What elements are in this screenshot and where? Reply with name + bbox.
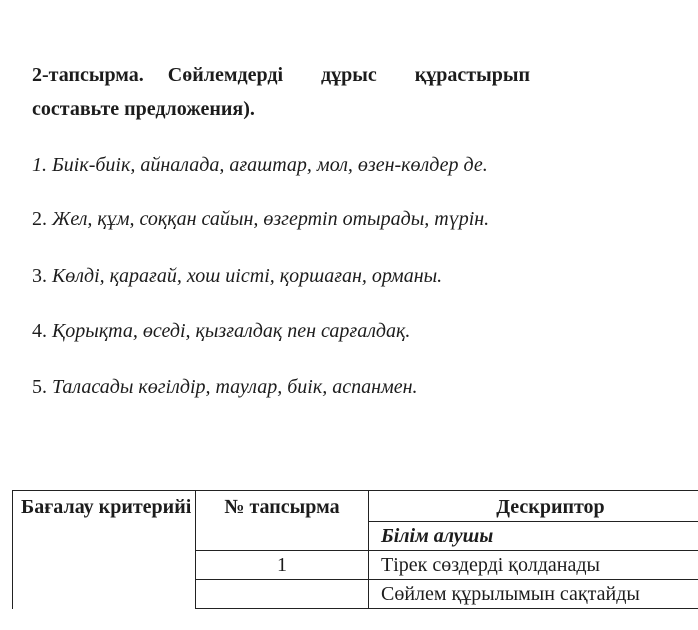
sentence-2 [32,206,489,232]
header-descriptor: Дескриптор [369,491,698,522]
task-number: 2-тапсырма [32,64,139,86]
sentence-text: Биік-биік, айналада, ағаштар, мол, өзен-көлдер де. [52,154,488,176]
sentence-text: Жел, құм, соққан сайын, өзгертіп отырады, түрін. [52,208,490,230]
task-heading-line-1 [32,58,692,92]
descriptor-cell: Тірек сөздерді қолданады [369,551,698,580]
task-word-3: құрастырып [414,64,530,86]
subheader-descriptor: Білім алушы [369,522,698,551]
descriptor-cell: Сөйлем құрылымын сақтайды [369,580,698,609]
sentence-number: 2. [32,208,47,230]
table-header-row [13,491,698,522]
sentence-number: 5. [32,376,47,398]
table-row [13,580,698,609]
table-row [13,551,698,580]
sentence-text: Қорықта, өседі, қызғалдақ пен сарғалдақ. [52,320,411,342]
task-dot: . [138,64,144,86]
task-number-cell [196,580,369,609]
sentence-text: Таласады көгілдір, таулар, биік, аспанмен. [52,376,418,398]
task-word-1: Сөйлемдерді [167,64,284,86]
task-heading-line-2: составьте предложения). [32,98,255,120]
assessment-table [12,490,698,609]
sentence-number: 4. [32,320,47,342]
sentence-number: 1. [32,154,47,176]
sentence-5 [32,374,418,400]
header-task-number: № тапсырма [196,491,369,551]
task-number-cell: 1 [196,551,369,580]
sentence-4 [32,318,410,344]
sentence-text: Көлді, қарағай, хош иісті, қоршаған, орманы. [52,265,443,287]
task-word-2: дұрыс [321,64,377,86]
sentence-1 [32,152,488,178]
criteria-cell [13,580,196,609]
sentence-3 [32,263,442,289]
task-heading [32,58,692,126]
sentence-number: 3. [32,265,47,287]
criteria-cell [13,551,196,580]
header-criteria: Бағалау критерийі [13,491,196,551]
